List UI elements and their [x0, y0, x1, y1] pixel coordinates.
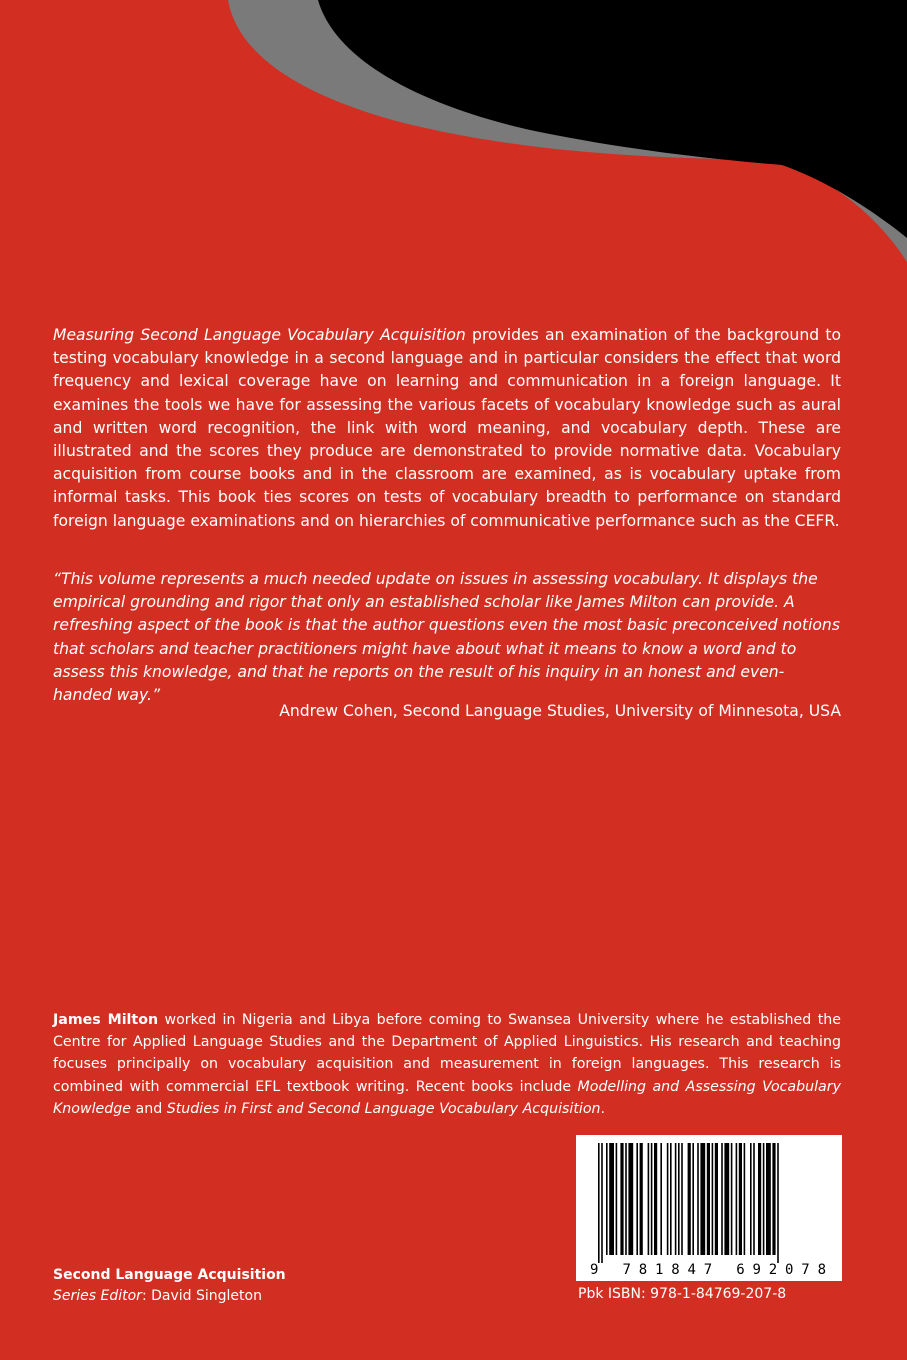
- speech-bubble-graphic: [0, 0, 907, 300]
- barcode-bar: [763, 1143, 765, 1255]
- endorsement-quote: “This volume represents a much needed update on issues in assessing vocabulary. It displays the empirical grounding and rigor that only an established scholar like James Milton can provide. A refreshing aspect of the book is that the author questions even the most basic preconceived notions that scholars and teacher practitioners might have about what it means to know a word and to assess this knowledge, and that he reports on the result of his inquiry in an honest and even-handed way.”: [53, 570, 840, 705]
- barcode-bar: [670, 1143, 672, 1255]
- series-name: Second Language Acquisition: [53, 1267, 286, 1283]
- series-info: [53, 1265, 286, 1307]
- barcode-bar: [739, 1143, 742, 1255]
- barcode-bar: [700, 1143, 705, 1255]
- barcode: [576, 1135, 842, 1281]
- barcode-bars: [576, 1135, 842, 1281]
- barcode-bar: [598, 1143, 600, 1263]
- barcode-bar: [681, 1143, 683, 1255]
- barcode-bar: [648, 1143, 650, 1255]
- author-bio: James Milton worked in Nigeria and Libya before coming to Swansea University where he established the Centre for Applied Language Studies and the Department of Applied Linguistics. His research and teaching focuses principally on vocabulary acquisition and measurement in foreign languages. This research is combined with commercial EFL textbook writing. Recent books include Modelling and Assessing Vocabulary Knowledge and Studies in First and Second Language Vocabulary Acquisition.: [53, 1012, 841, 1117]
- barcode-bar: [688, 1143, 691, 1255]
- barcode-bar: [766, 1143, 771, 1255]
- recent-book-1: Modelling and Assessing Vocabulary Knowledge: [53, 1078, 841, 1117]
- barcode-bar: [758, 1143, 761, 1255]
- book-description: [53, 324, 841, 533]
- barcode-bar: [724, 1143, 729, 1255]
- barcode-bar: [777, 1143, 779, 1263]
- barcode-bar: [736, 1143, 738, 1255]
- barcode-bar: [715, 1143, 718, 1255]
- barcode-bar: [601, 1143, 603, 1263]
- barcode-bar: [744, 1143, 746, 1255]
- barcode-bar: [625, 1143, 627, 1255]
- book-title: Measuring Second Language Vocabulary Acquisition: [53, 326, 466, 344]
- barcode-bar: [750, 1143, 752, 1255]
- barcode-bar: [678, 1143, 680, 1255]
- barcode-bar: [697, 1143, 699, 1255]
- barcode-bar: [620, 1143, 623, 1255]
- barcode-bar: [660, 1143, 662, 1255]
- series-editor-name: : David Singleton: [141, 1288, 262, 1304]
- barcode-bar: [675, 1143, 677, 1255]
- barcode-bar: [712, 1143, 714, 1255]
- author-name: James Milton: [53, 1012, 159, 1028]
- barcode-bar: [609, 1143, 614, 1255]
- recent-book-2: Studies in First and Second Language Vocabulary Acquisition: [166, 1100, 601, 1117]
- author-bio-text: worked in Nigeria and Libya before coming to Swansea University where he established the Centre for Applied Language Studies and the Department of Applied Linguistics. His research and teaching focuses principally on vocabulary acquisition and measurement in foreign languages. This research is combined with commercial EFL textbook writing. Recent books include: [53, 1012, 841, 1095]
- barcode-bar: [753, 1143, 755, 1255]
- barcode-bar: [731, 1143, 733, 1255]
- series-editor-label: Series Editor: [53, 1288, 142, 1304]
- series-editor: [53, 1286, 286, 1307]
- barcode-bar: [692, 1143, 694, 1255]
- quote-attribution: Andrew Cohen, Second Language Studies, University of Minnesota, USA: [279, 702, 841, 720]
- barcode-bar: [640, 1143, 643, 1255]
- barcode-bar: [772, 1143, 775, 1255]
- barcode-digits: 9 781847 692078: [590, 1262, 826, 1278]
- barcode-bar: [616, 1143, 618, 1255]
- barcode-bar: [606, 1143, 608, 1255]
- description-body: provides an examination of the background to testing vocabulary knowledge in a second language and in particular considers the effect that word frequency and lexical coverage have on learning and communication in a foreign language. It examines the tools we have for assessing the various facets of vocabulary knowledge such as aural and written word recognition, the link with word meaning, and vocabulary depth. These are illustrated and the scores they produce are demonstrated to provide normative data. Vocabulary acquisition from course books and in the classroom are examined, as is vocabulary uptake from informal tasks. This book ties scores on tests of vocabulary breadth to performance on standard foreign language examinations and on hierarchies of communicative performance such as the CEFR.: [53, 326, 841, 530]
- isbn-label: Pbk ISBN: 978-1-84769-207-8: [578, 1286, 787, 1302]
- barcode-bar: [654, 1143, 657, 1255]
- barcode-bar: [721, 1143, 723, 1255]
- barcode-bar: [628, 1143, 633, 1255]
- barcode-bar: [707, 1143, 710, 1255]
- barcode-bar: [651, 1143, 653, 1255]
- barcode-bar: [636, 1143, 638, 1255]
- barcode-bar: [667, 1143, 669, 1255]
